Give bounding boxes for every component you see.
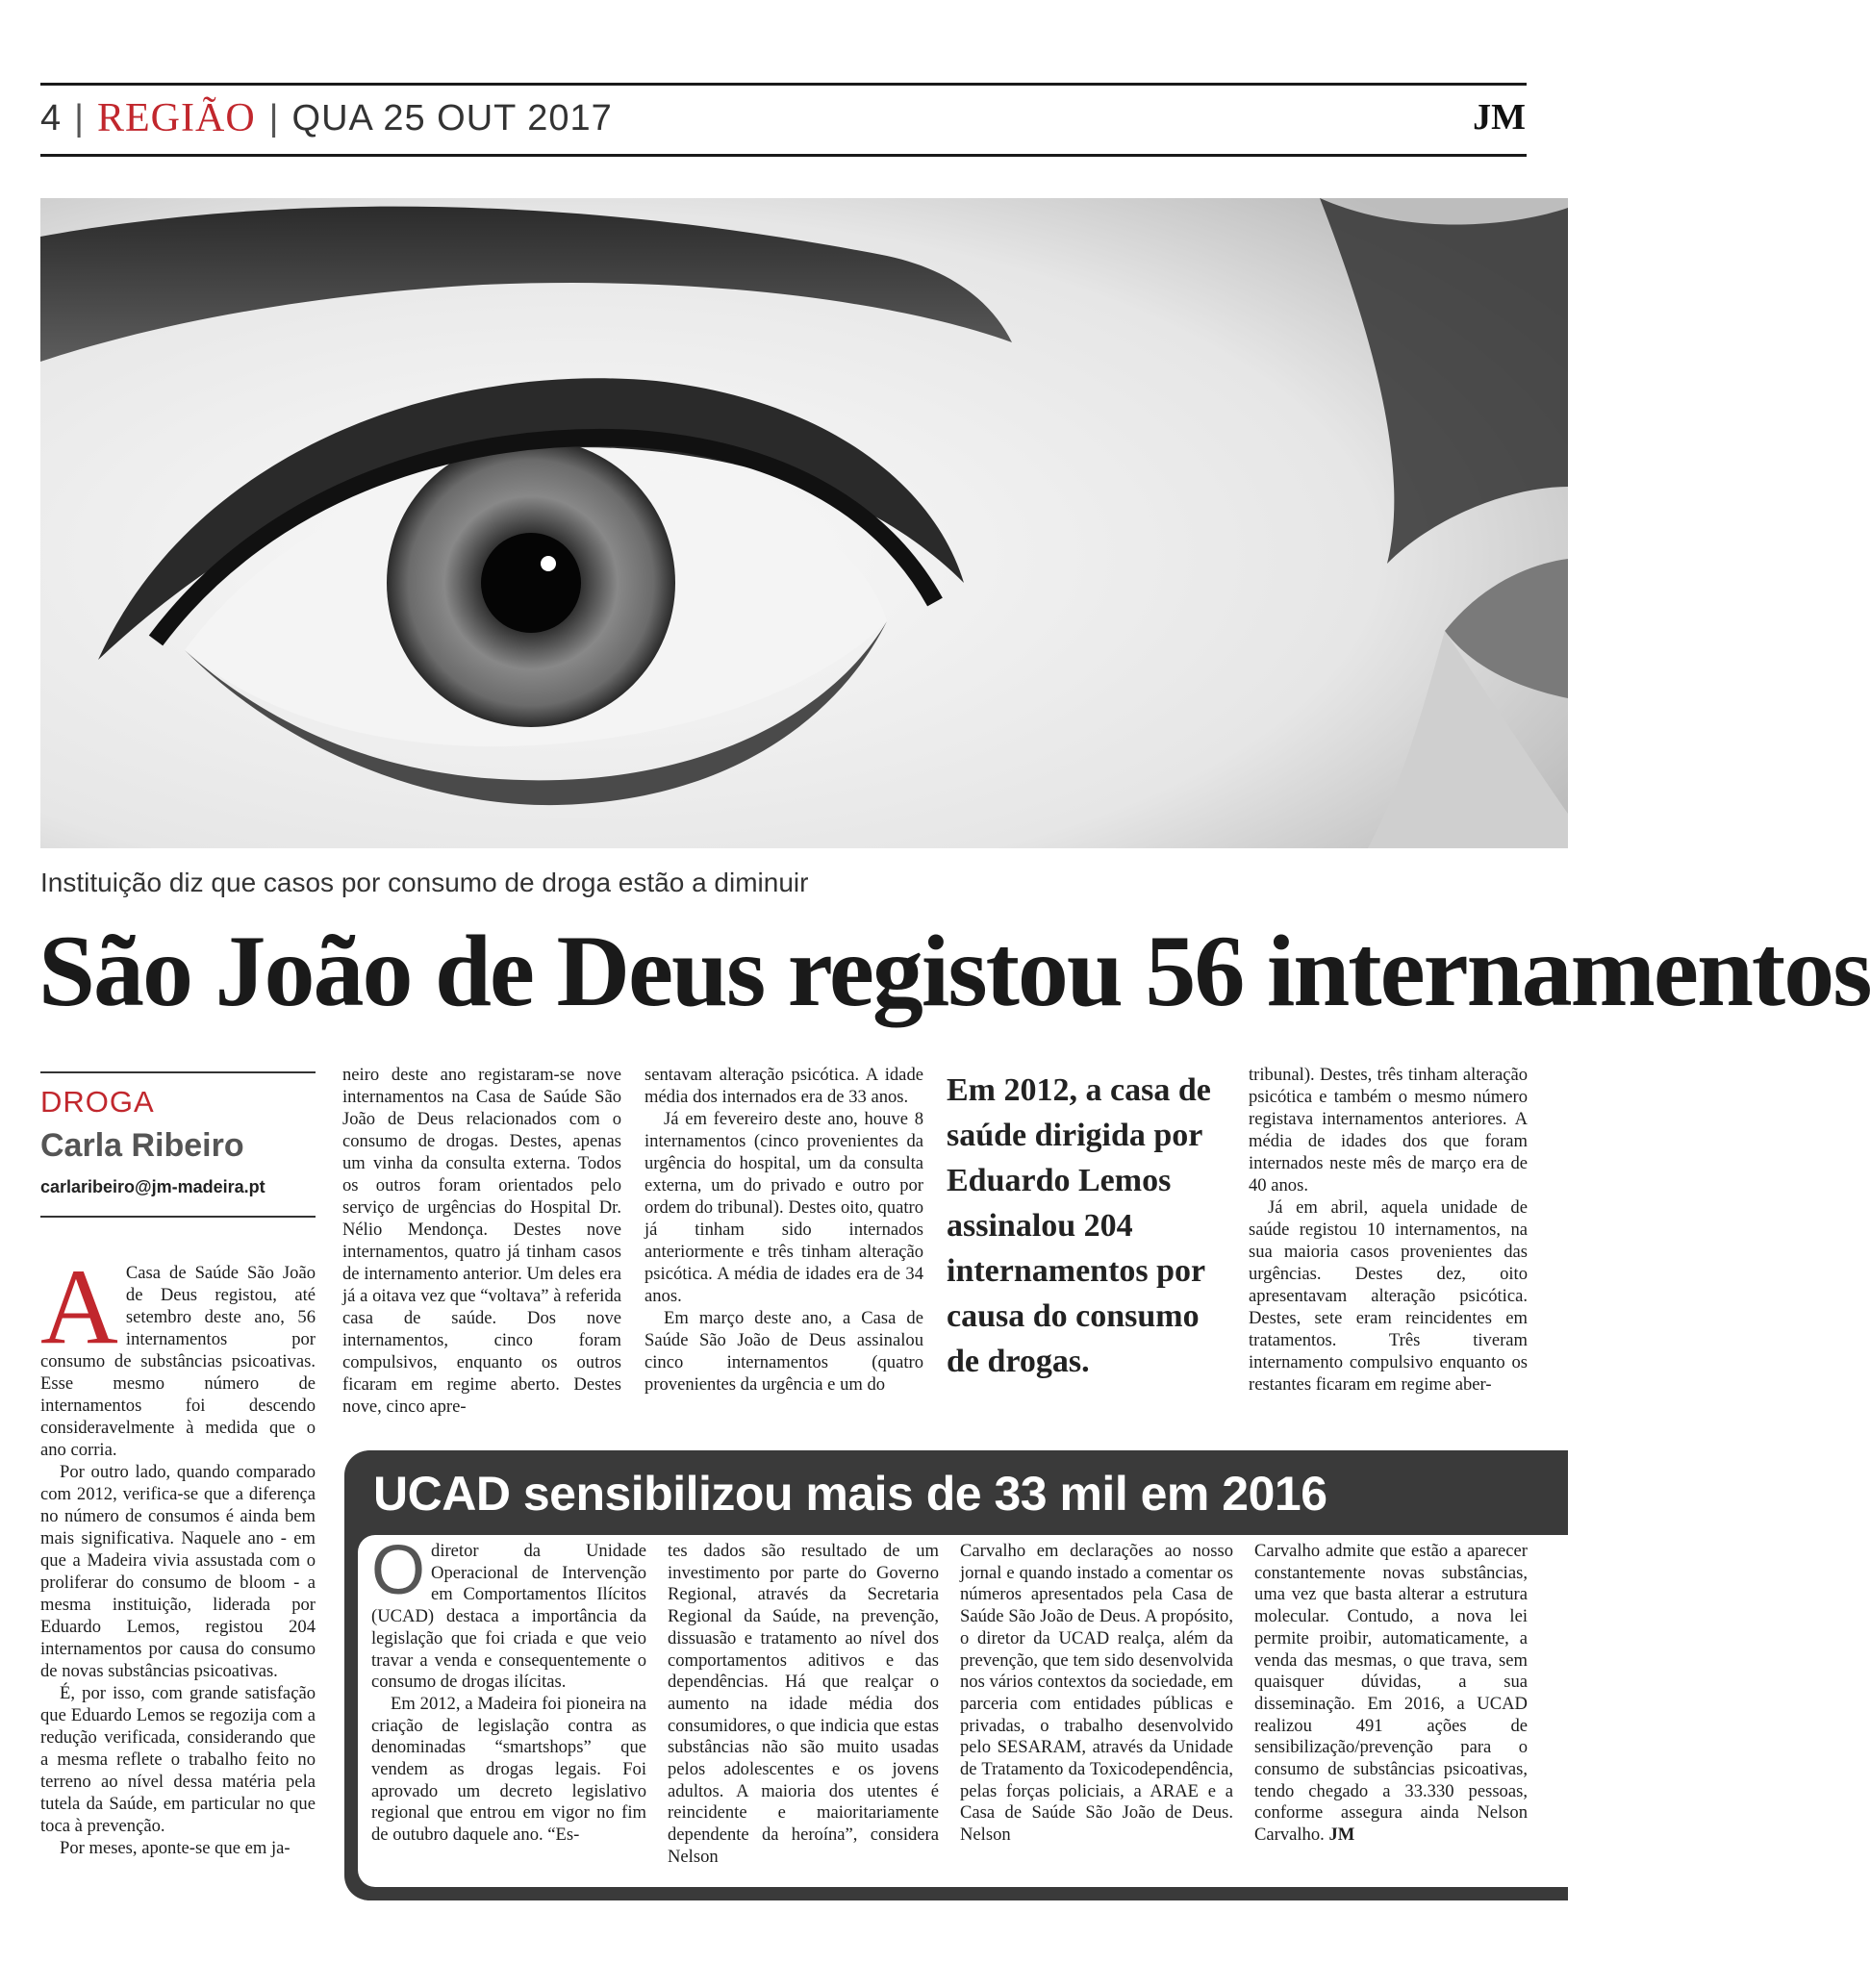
article-column-3	[644, 1064, 923, 1429]
article-headline: São João de Deus registou 56 internamentos	[38, 915, 1870, 1027]
eye-photo-icon	[40, 198, 1568, 848]
paragraph: Por outro lado, quando comparado com 2012, verifica-se que a diferença no número de consumos é ainda bem mais significativa. Naquele ano - em que a Madeira vivia assustada com o proliferar do consumo de bloom - a mesma instituição, liderada por Eduardo Lemos, registou 204 internamentos por causa do consumo de novas substâncias psicoativas.	[40, 1462, 316, 1681]
ucad-column-4	[1254, 1541, 1528, 1885]
ucad-box-title: UCAD sensibilizou mais de 33 mil em 2016	[373, 1467, 1327, 1521]
paragraph: diretor da Unidade Operacional de Intervenção em Comportamentos Ilícitos (UCAD) destaca a importância da legislação que foi criada e que veio travar a venda e consequentemente o consumo de drogas ilícitas.	[371, 1541, 646, 1693]
eye-photo	[40, 198, 1568, 848]
issue-date: QUA 25 OUT 2017	[291, 97, 613, 138]
jm-logo[interactable]: JM	[1473, 97, 1526, 138]
article-column-2	[342, 1064, 621, 1429]
ucad-column-1	[371, 1532, 646, 1885]
article-column-1	[40, 1247, 316, 1897]
section-tag: DROGA	[40, 1085, 155, 1119]
article-column-4	[1249, 1064, 1528, 1429]
paragraph: Por meses, aponte-se que em ja-	[60, 1838, 291, 1858]
ucad-column-3	[960, 1541, 1233, 1885]
article-kicker: Instituição diz que casos por consumo de droga estão a diminuir	[40, 868, 809, 897]
ucad-column-2	[668, 1541, 939, 1885]
author-name: Carla Ribeiro	[40, 1127, 244, 1164]
byline-top-rule	[40, 1071, 316, 1073]
paragraph: Em 2012, a Madeira foi pioneira na criação de legislação contra as denominadas “smartshops” que vendem as drogas legais. Foi aprovado um decreto legislativo regional que entrou em vigor no fim de outubro daquele ano. “Es-	[371, 1693, 646, 1846]
paragraph: sentavam alteração psicótica. A idade média dos internados era de 33 anos.	[644, 1065, 923, 1107]
drop-cap: O	[371, 1532, 426, 1609]
author-email[interactable]: carlaribeiro@jm-madeira.pt	[40, 1177, 265, 1196]
paragraph: tribunal). Destes, três tinham alteração psicótica e também o mesmo número registava internamentos anteriores. A média de idades dos que foram internados neste mês de março era de 40 anos.	[1249, 1065, 1528, 1195]
paragraph-text: Carvalho admite que estão a aparecer constantemente novas substâncias, uma vez que basta alterar a estrutura molecular. Contudo, a nova lei permite proibir, automaticamente, a venda das mesmas, o que trava, sem quaisquer dúvidas, a sua disseminação. Em 2016, a UCAD realizou 491 ações de sensibilização/prevenção para o consumo de substâncias psicoativas, tendo chegado a 33.330 pessoas, conforme assegura ainda Nelson Carvalho.	[1254, 1541, 1528, 1846]
page-number: 4	[40, 97, 62, 138]
pull-quote: Em 2012, a casa de saúde dirigida por Eduardo Lemos assinalou 204 internamentos por causa do consumo de drogas.	[947, 1072, 1211, 1379]
drop-cap: A	[40, 1247, 118, 1367]
paragraph	[1254, 1541, 1528, 1847]
paragraph: Casa de Saúde São João de Deus registou, até setembro deste ano, 56 internamentos por consumo de substâncias psicoativas. Esse mesmo número de internamentos foi descendo consideravelmente à medida que o ano corria.	[40, 1263, 316, 1460]
signoff: JM	[1328, 1824, 1355, 1846]
byline-bottom-rule	[40, 1216, 316, 1218]
paragraph: neiro deste ano registaram-se nove internamentos na Casa de Saúde São João de Deus relacionados com o consumo de drogas. Destes, apenas um vinha da consulta externa. Todos os outros foram orientados pelo serviço de urgências do Hospital Dr. Nélio Mendonça. Destes nove internamentos, quatro já tinham casos de internamento anterior. Um deles era já a oitava vez que “voltava” à referida casa de saúde. Dos nove internamentos, cinco foram compulsivos, enquanto os outros ficaram em regime aberto. Destes nove, cinco apre-	[342, 1065, 621, 1417]
paragraph: Já em abril, aquela unidade de saúde registou 10 internamentos, na sua maioria casos provenientes das urgências. Destes dez, oito apresentavam alteração psicótica. Destes, sete eram reincidentes em tratamentos. Três tiveram internamento compulsivo enquanto os restantes ficaram em regime aber-	[1249, 1197, 1528, 1395]
paragraph: Carvalho em declarações ao nosso jornal e quando instado a comentar os números apresentados pela Casa de Saúde São João de Deus. A propósito, o diretor da UCAD realça, além da prevenção, que tem sido desenvolvida nos vários contextos da sociedade, em parceria com entidades públicas e privadas, o trabalho desenvolvido pelo SESARAM, através da Unidade de Tratamento da Toxicodependência, pelas forças policiais, a ARAE e a Casa de Saúde São João de Deus. Nelson	[960, 1541, 1233, 1846]
page-header	[40, 92, 613, 144]
separator: |	[74, 97, 85, 138]
paragraph: Em março deste ano, a Casa de Saúde São João de Deus assinalou cinco internamentos (quatro provenientes da urgência e um do	[644, 1308, 923, 1395]
paragraph: tes dados são resultado de um investimento por parte do Governo Regional, através da Secretaria Regional da Saúde, na prevenção, dissuasão e tratamento ao nível dos comportamentos aditivos e das dependências. Há que realçar o aumento na idade média dos consumidores, o que indicia que estas substâncias não são muito usadas pelos adolescentes e os jovens adultos. A maioria dos utentes é reincidente e maioritariamente dependente da heroína”, considera Nelson	[668, 1541, 939, 1867]
paragraph: É, por isso, com grande satisfação que Eduardo Lemos se regozija com a redução verificada, considerando que a mesma reflete o trabalho feito no terreno ao nível dessa matéria pela tutela da Saúde, em particular no que toca à prevenção.	[40, 1683, 316, 1836]
top-rule	[40, 83, 1527, 86]
separator: |	[268, 97, 279, 138]
header-bottom-rule	[40, 154, 1527, 157]
paragraph: Já em fevereiro deste ano, houve 8 internamentos (cinco provenientes da urgência do hospital, um da consulta externa, um do privado e outro por ordem do tribunal). Destes oito, quatro já tinham sido internados anteriormente e três tinham alteração psicótica. A média de idades era de 34 anos.	[644, 1109, 923, 1306]
section-name[interactable]: REGIÃO	[97, 96, 256, 140]
